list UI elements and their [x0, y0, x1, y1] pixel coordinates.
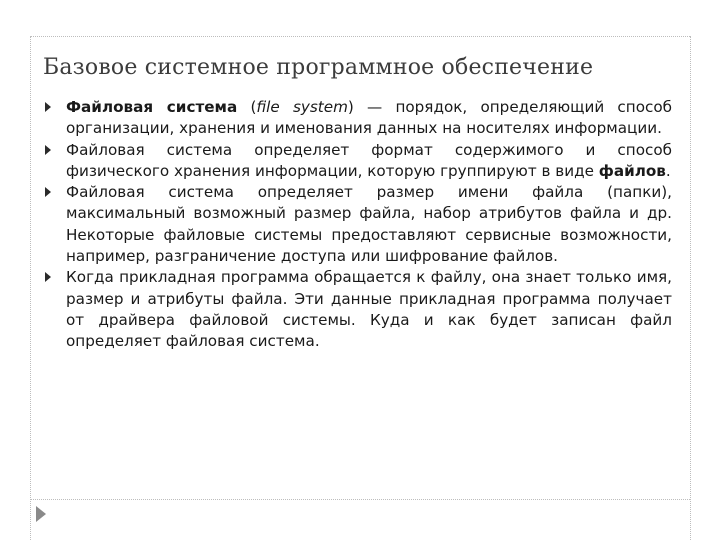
- bullet-item-name-size: [45, 182, 672, 267]
- frame-right-divider: [690, 36, 691, 540]
- bullet-item-format: [45, 140, 672, 183]
- format-text: Файловая система определяет формат содержимого и способ физического хранения информации, которую группируют в виде: [66, 140, 672, 180]
- term-file-system: Файловая система: [66, 98, 238, 116]
- bullet-item-file-system-definition: [45, 97, 672, 140]
- frame-bottom-divider: [30, 499, 690, 500]
- bullet-list: [45, 97, 672, 353]
- triangle-right-icon: [45, 187, 51, 197]
- bullet-item-application-access: [45, 267, 672, 352]
- files-term: файлов: [598, 161, 666, 180]
- open-paren: (: [237, 98, 257, 116]
- triangle-right-icon: [45, 272, 51, 282]
- frame-left-divider: [30, 36, 31, 540]
- application-access-text: Когда прикладная программа обращается к файлу, она знает только имя, размер и атрибуты файла. Эти данные прикладная программа получает от драйвера файловой системы. Куда и как будет записан файл определяет файловая система.: [66, 268, 672, 351]
- name-size-text: Файловая система определяет размер имени файла (папки), максимальный возможный размер файла, набор атрибутов файла и др. Некоторые файловые системы предоставляют сервисные возможности, например, разграничение доступа или шифрование файлов.: [66, 183, 672, 266]
- slide-title: Базовое системное программное обеспечение: [43, 55, 594, 80]
- term-file-system-en: file system: [256, 98, 348, 116]
- format-tail: .: [665, 161, 671, 180]
- triangle-right-icon: [45, 102, 51, 112]
- next-slide-arrow-icon[interactable]: [36, 506, 46, 522]
- definition-text: ) — порядок, определяющий способ организации, хранения и именования данных на носителях информации.: [66, 98, 672, 138]
- frame-top-divider: [30, 36, 690, 37]
- triangle-right-icon: [45, 145, 51, 155]
